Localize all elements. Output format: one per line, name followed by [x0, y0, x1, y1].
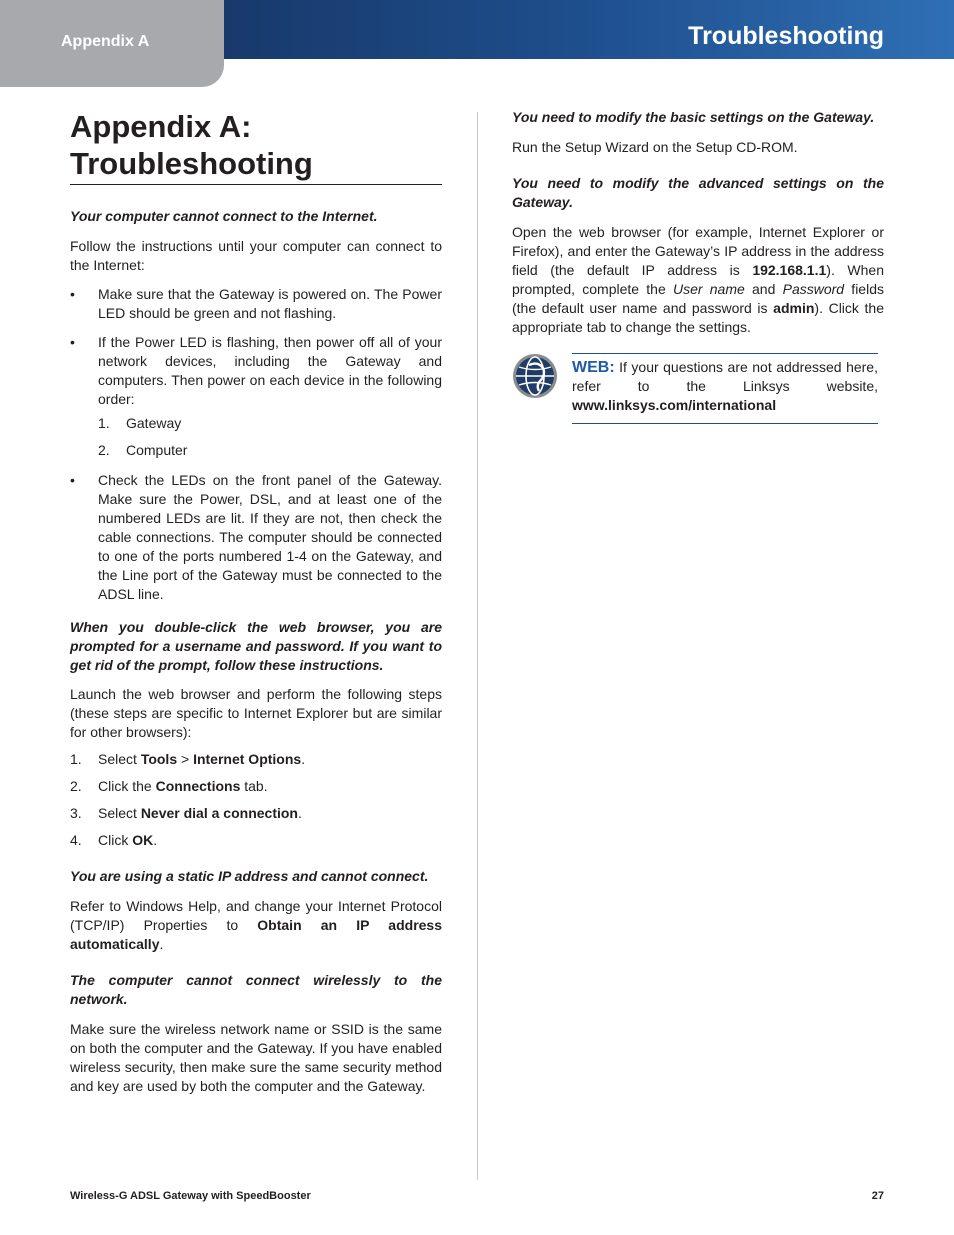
paragraph-wireless: Make sure the wireless network name or SSID is the same on both the computer and the Gateway. If you have enabled wireless security, then make sure the same security method and key are used by both the computer and the Gateway. [70, 1021, 442, 1094]
linksys-link[interactable]: www.linksys.com/international [572, 397, 777, 413]
question-advanced-settings: You need to modify the advanced settings on the Gateway. [512, 175, 884, 210]
browser-steps-list [70, 750, 442, 850]
question-browser-prompt: When you double-click the web browser, you are prompted for a username and password. If you want to get rid of the prompt, follow these instructions. [70, 619, 442, 673]
bullet-icon: • [70, 334, 75, 350]
question-internet: Your computer cannot connect to the Internet. [70, 208, 378, 224]
list-item: • Make sure that the Gateway is powered on. The Power LED should be green and not flashing. [70, 286, 442, 321]
list-item: • If the Power LED is flashing, then power off all of your network devices, including the Gateway and computers. Then power on each device in the following order: 1. Gateway 2. Computer [70, 334, 442, 458]
list-item: • Check the LEDs on the front panel of the Gateway. Make sure the Power, DSL, and at least one of the numbered LEDs are lit. If they are not, then check the cable connections. The computer should be connected to one of the ports numbered 1-4 on the Gateway, and the Line port of the Gateway must be connected to the ADSL line. [70, 472, 442, 602]
list-item: 1. Select Tools > Internet Options. [70, 751, 306, 767]
column-divider [477, 112, 478, 1180]
section-title: Troubleshooting [688, 22, 884, 50]
header-tab [0, 0, 224, 87]
question-static-ip: You are using a static IP address and cannot connect. [70, 868, 429, 884]
list-item: 4. Click OK. [70, 832, 158, 848]
right-column [512, 108, 885, 413]
question-wireless: The computer cannot connect wirelessly to the network. [70, 972, 442, 1007]
power-order-list [98, 414, 442, 460]
bullet-list [70, 285, 442, 604]
footer-product: Wireless-G ADSL Gateway with SpeedBooster [70, 1190, 311, 1202]
list-item: 3. Select Never dial a connection. [70, 805, 302, 821]
paragraph-advanced-settings: Open the web browser (for example, Internet Explorer or Firefox), and enter the Gateway’s IP address in the address field (the default IP address is 192.168.1.1). When prompted, complete the User name and Password fields (the default user name and password is admin). Click the appropriate tab to change the settings. [512, 224, 885, 335]
list-item: 1. Gateway [98, 415, 182, 431]
header-tab-label: Appendix A [61, 33, 150, 50]
list-item: 2. Computer [98, 442, 188, 458]
bullet-icon: • [70, 472, 75, 488]
web-label: WEB: [572, 359, 615, 376]
web-note: WEB: If your questions are not addressed here, refer to the Linksys website, www.linksys.com/international [572, 353, 878, 424]
bullet-icon: • [70, 286, 75, 302]
paragraph-internet: Follow the instructions until your computer can connect to the Internet: [70, 238, 442, 273]
left-column [70, 108, 442, 1096]
paragraph-static-ip: Refer to Windows Help, and change your Internet Protocol (TCP/IP) Properties to Obtain an IP address automatically. [70, 898, 443, 952]
footer-page-number: 27 [871, 1190, 884, 1202]
paragraph-basic-settings: Run the Setup Wizard on the Setup CD-ROM. [512, 139, 798, 155]
question-basic-settings: You need to modify the basic settings on the Gateway. [512, 109, 875, 125]
list-item: 2. Click the Connections tab. [70, 778, 268, 794]
globe-icon [512, 353, 558, 399]
paragraph-browser: Launch the web browser and perform the following steps (these steps are specific to Internet Explorer but are similar for other browsers): [70, 686, 442, 740]
page-title: Appendix A: Troubleshooting [70, 108, 442, 185]
